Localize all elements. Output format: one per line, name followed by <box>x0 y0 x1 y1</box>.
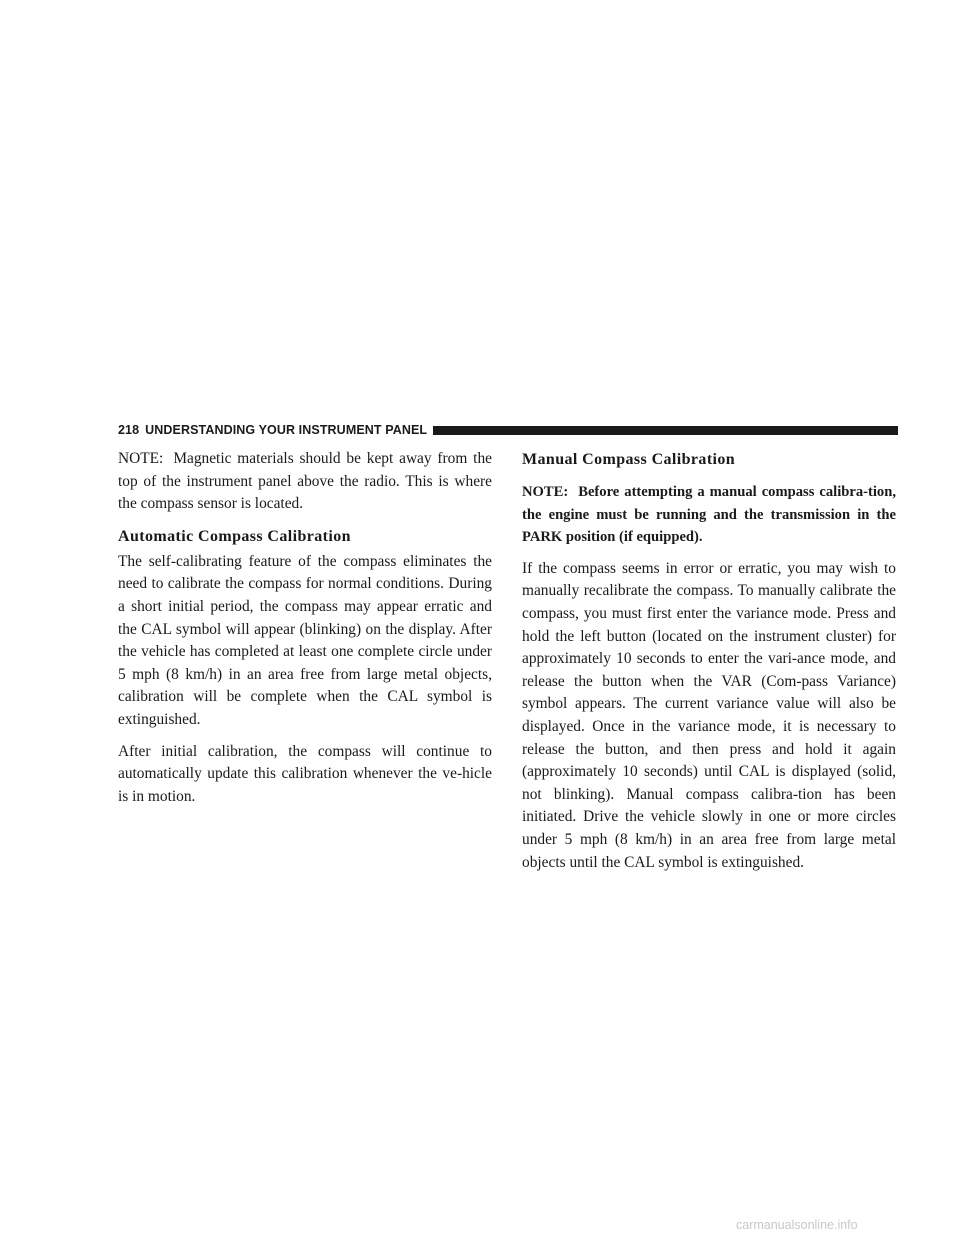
manual-calibration-paragraph: If the compass seems in error or erratic, you may wish to manually recalibrate the compass. To manually calibrate the compass, you must first enter the variance mode. Press and hold the left button (located on the instrument cluster) for approximately 10 seconds to enter the vari-ance mode, and release the button when the VAR (Com-pass Variance) symbol appears. The current variance value will also be displayed. Once in the variance mode, it is necessary to release the button, and then press and hold it again (approximately 10 seconds) until CAL is displayed (solid, not blinking). Manual compass calibra-tion has been initiated. Drive the vehicle slowly in one or more circles under 5 mph (8 km/h) in an area free from large metal objects until the CAL symbol is extinguished. <box>522 559 896 871</box>
watermark: carmanualsonline.info <box>736 1218 858 1232</box>
manual-note-paragraph <box>522 481 896 549</box>
page-header <box>118 422 898 438</box>
header-rule <box>433 426 898 435</box>
section-title: UNDERSTANDING YOUR INSTRUMENT PANEL <box>145 423 428 437</box>
automatic-calibration-heading: Automatic Compass Calibration <box>118 527 351 545</box>
right-column <box>522 448 896 883</box>
note-text: Magnetic materials should be kept away from the top of the instrument panel above the radio. This is where the compass sensor is located. <box>118 450 492 513</box>
note-label: NOTE: <box>118 450 164 467</box>
note-paragraph <box>118 448 492 516</box>
left-column <box>118 448 492 817</box>
page-number: 218 <box>118 423 140 437</box>
manual-note-text: Before attempting a manual compass calibra-tion, the engine must be running and the transmission in the PARK position (if equipped). <box>522 484 896 546</box>
manual-calibration-heading: Manual Compass Calibration <box>522 451 736 468</box>
automatic-calibration-paragraph-1: The self-calibrating feature of the compass eliminates the need to calibrate the compass for normal conditions. During a short initial period, the compass may appear erratic and the CAL symbol will appear (blinking) on the display. After the vehicle has completed at least one complete circle under 5 mph (8 km/h) in an area free from large metal objects, calibration will be complete when the CAL symbol is extinguished. <box>118 552 492 728</box>
automatic-calibration-paragraph-2: After initial calibration, the compass will continue to automatically update this calibration whenever the ve-hicle is in motion. <box>118 742 492 805</box>
manual-note-label: NOTE: <box>522 484 569 500</box>
